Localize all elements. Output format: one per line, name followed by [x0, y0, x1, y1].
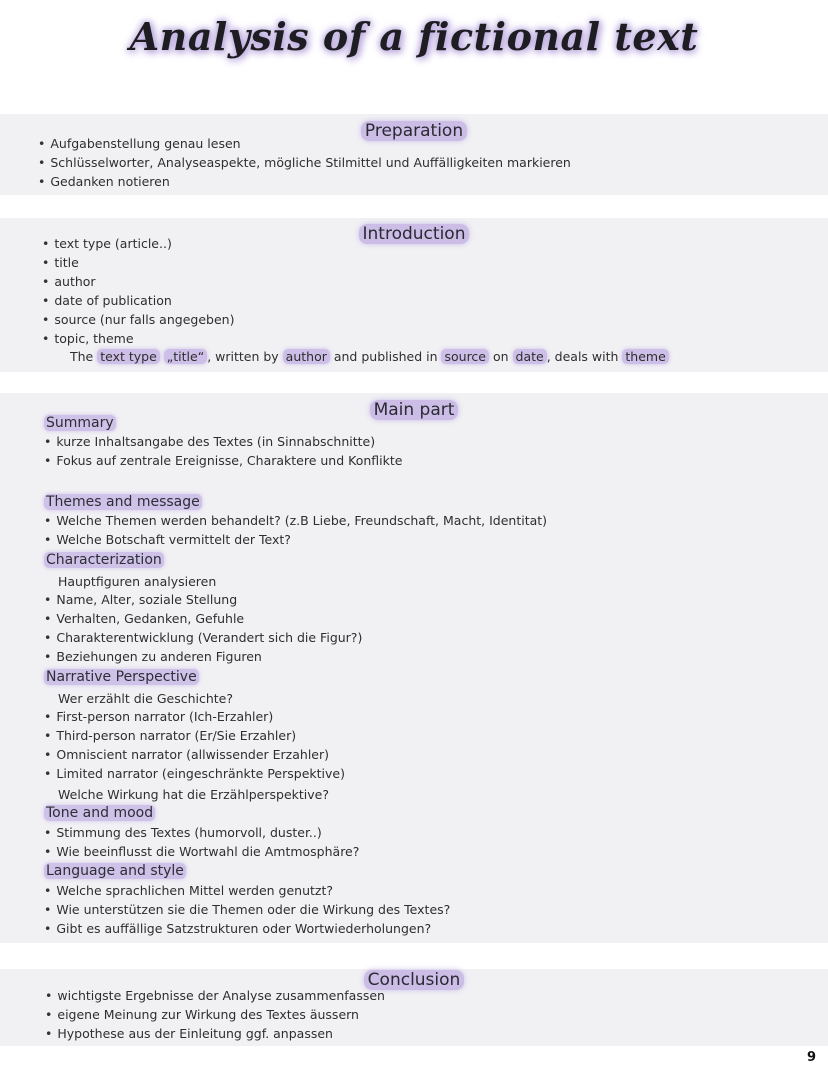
list-item: • wichtigste Ergebnisse der Analyse zusammenfassen — [45, 986, 385, 1005]
narrative-list — [44, 707, 345, 783]
list-item: • topic, theme — [42, 329, 234, 348]
conclusion-list — [45, 986, 385, 1043]
list-item: • Wie unterstützen sie die Themen oder die Wirkung des Textes? — [44, 900, 450, 919]
list-item: • Wie beeinflusst die Wortwahl die Amtmosphäre? — [44, 842, 359, 861]
list-item: • eigene Meinung zur Wirkung des Textes äussern — [45, 1005, 385, 1024]
placeholder-author: author — [283, 349, 330, 364]
page-title: Analysis of a fictional text — [129, 14, 699, 59]
list-item: • text type (article..) — [42, 234, 234, 253]
language-heading: Language and style — [46, 863, 184, 879]
list-item: • Charakterentwicklung (Verandert sich die Figur?) — [44, 628, 362, 647]
list-item: • First-person narrator (Ich-Erzahler) — [44, 707, 345, 726]
list-item: • Welche Themen werden behandelt? (z.B Liebe, Freundschaft, Macht, Identitat) — [44, 511, 547, 530]
list-item: • Omniscient narrator (allwissender Erzahler) — [44, 745, 345, 764]
list-item: • Welche sprachlichen Mittel werden genutzt? — [44, 881, 450, 900]
placeholder-text-type: text type — [97, 349, 160, 364]
placeholder-title: „title“ — [164, 349, 207, 364]
placeholder-source: source — [441, 349, 489, 364]
main-part-heading: Main part — [0, 400, 828, 420]
narrative-heading: Narrative Perspective — [46, 669, 197, 685]
characterization-list — [44, 590, 362, 666]
preparation-list — [38, 134, 571, 191]
list-item: • Welche Botschaft vermittelt der Text? — [44, 530, 547, 549]
list-item: • author — [42, 272, 234, 291]
list-item: • Beziehungen zu anderen Figuren — [44, 647, 362, 666]
language-list — [44, 881, 450, 938]
list-item: • Gibt es auffällige Satzstrukturen oder Wortwiederholungen? — [44, 919, 450, 938]
themes-list — [44, 511, 547, 549]
conclusion-heading: Conclusion — [0, 970, 828, 990]
list-item: • Fokus auf zentrale Ereignisse, Charaktere und Konflikte — [44, 451, 402, 470]
narrative-outro: Welche Wirkung hat die Erzählperspektive? — [58, 787, 329, 802]
introduction-heading: Introduction — [0, 224, 828, 244]
list-item: • Stimmung des Textes (humorvoll, duster..) — [44, 823, 359, 842]
characterization-intro: Hauptfiguren analysieren — [58, 574, 217, 589]
introduction-list — [42, 234, 234, 348]
list-item: • date of publication — [42, 291, 234, 310]
narrative-intro: Wer erzählt die Geschichte? — [58, 691, 233, 706]
list-item: • Schlüsselworter, Analyseaspekte, mögliche Stilmittel und Auffälligkeiten markieren — [38, 153, 571, 172]
themes-heading: Themes and message — [46, 494, 200, 510]
summary-heading: Summary — [46, 415, 114, 431]
list-item: • Aufgabenstellung genau lesen — [38, 134, 571, 153]
list-item: • Gedanken notieren — [38, 172, 571, 191]
tone-heading: Tone and mood — [46, 805, 154, 821]
placeholder-theme: theme — [622, 349, 668, 364]
preparation-heading: Preparation — [0, 121, 828, 141]
intro-template-sentence: The text type „title“ , written by author and published in source on date , deals with theme — [70, 347, 669, 366]
list-item: • Third-person narrator (Er/Sie Erzahler) — [44, 726, 345, 745]
list-item: • Limited narrator (eingeschränkte Perspektive) — [44, 764, 345, 783]
list-item: • source (nur falls angegeben) — [42, 310, 234, 329]
list-item: • Name, Alter, soziale Stellung — [44, 590, 362, 609]
tone-list — [44, 823, 359, 861]
summary-list — [44, 432, 402, 470]
list-item: • Verhalten, Gedanken, Gefuhle — [44, 609, 362, 628]
list-item: • Hypothese aus der Einleitung ggf. anpassen — [45, 1024, 385, 1043]
placeholder-date: date — [513, 349, 547, 364]
page-number: 9 — [806, 1050, 816, 1065]
list-item: • kurze Inhaltsangabe des Textes (in Sinnabschnitte) — [44, 432, 402, 451]
characterization-heading: Characterization — [46, 552, 162, 568]
list-item: • title — [42, 253, 234, 272]
